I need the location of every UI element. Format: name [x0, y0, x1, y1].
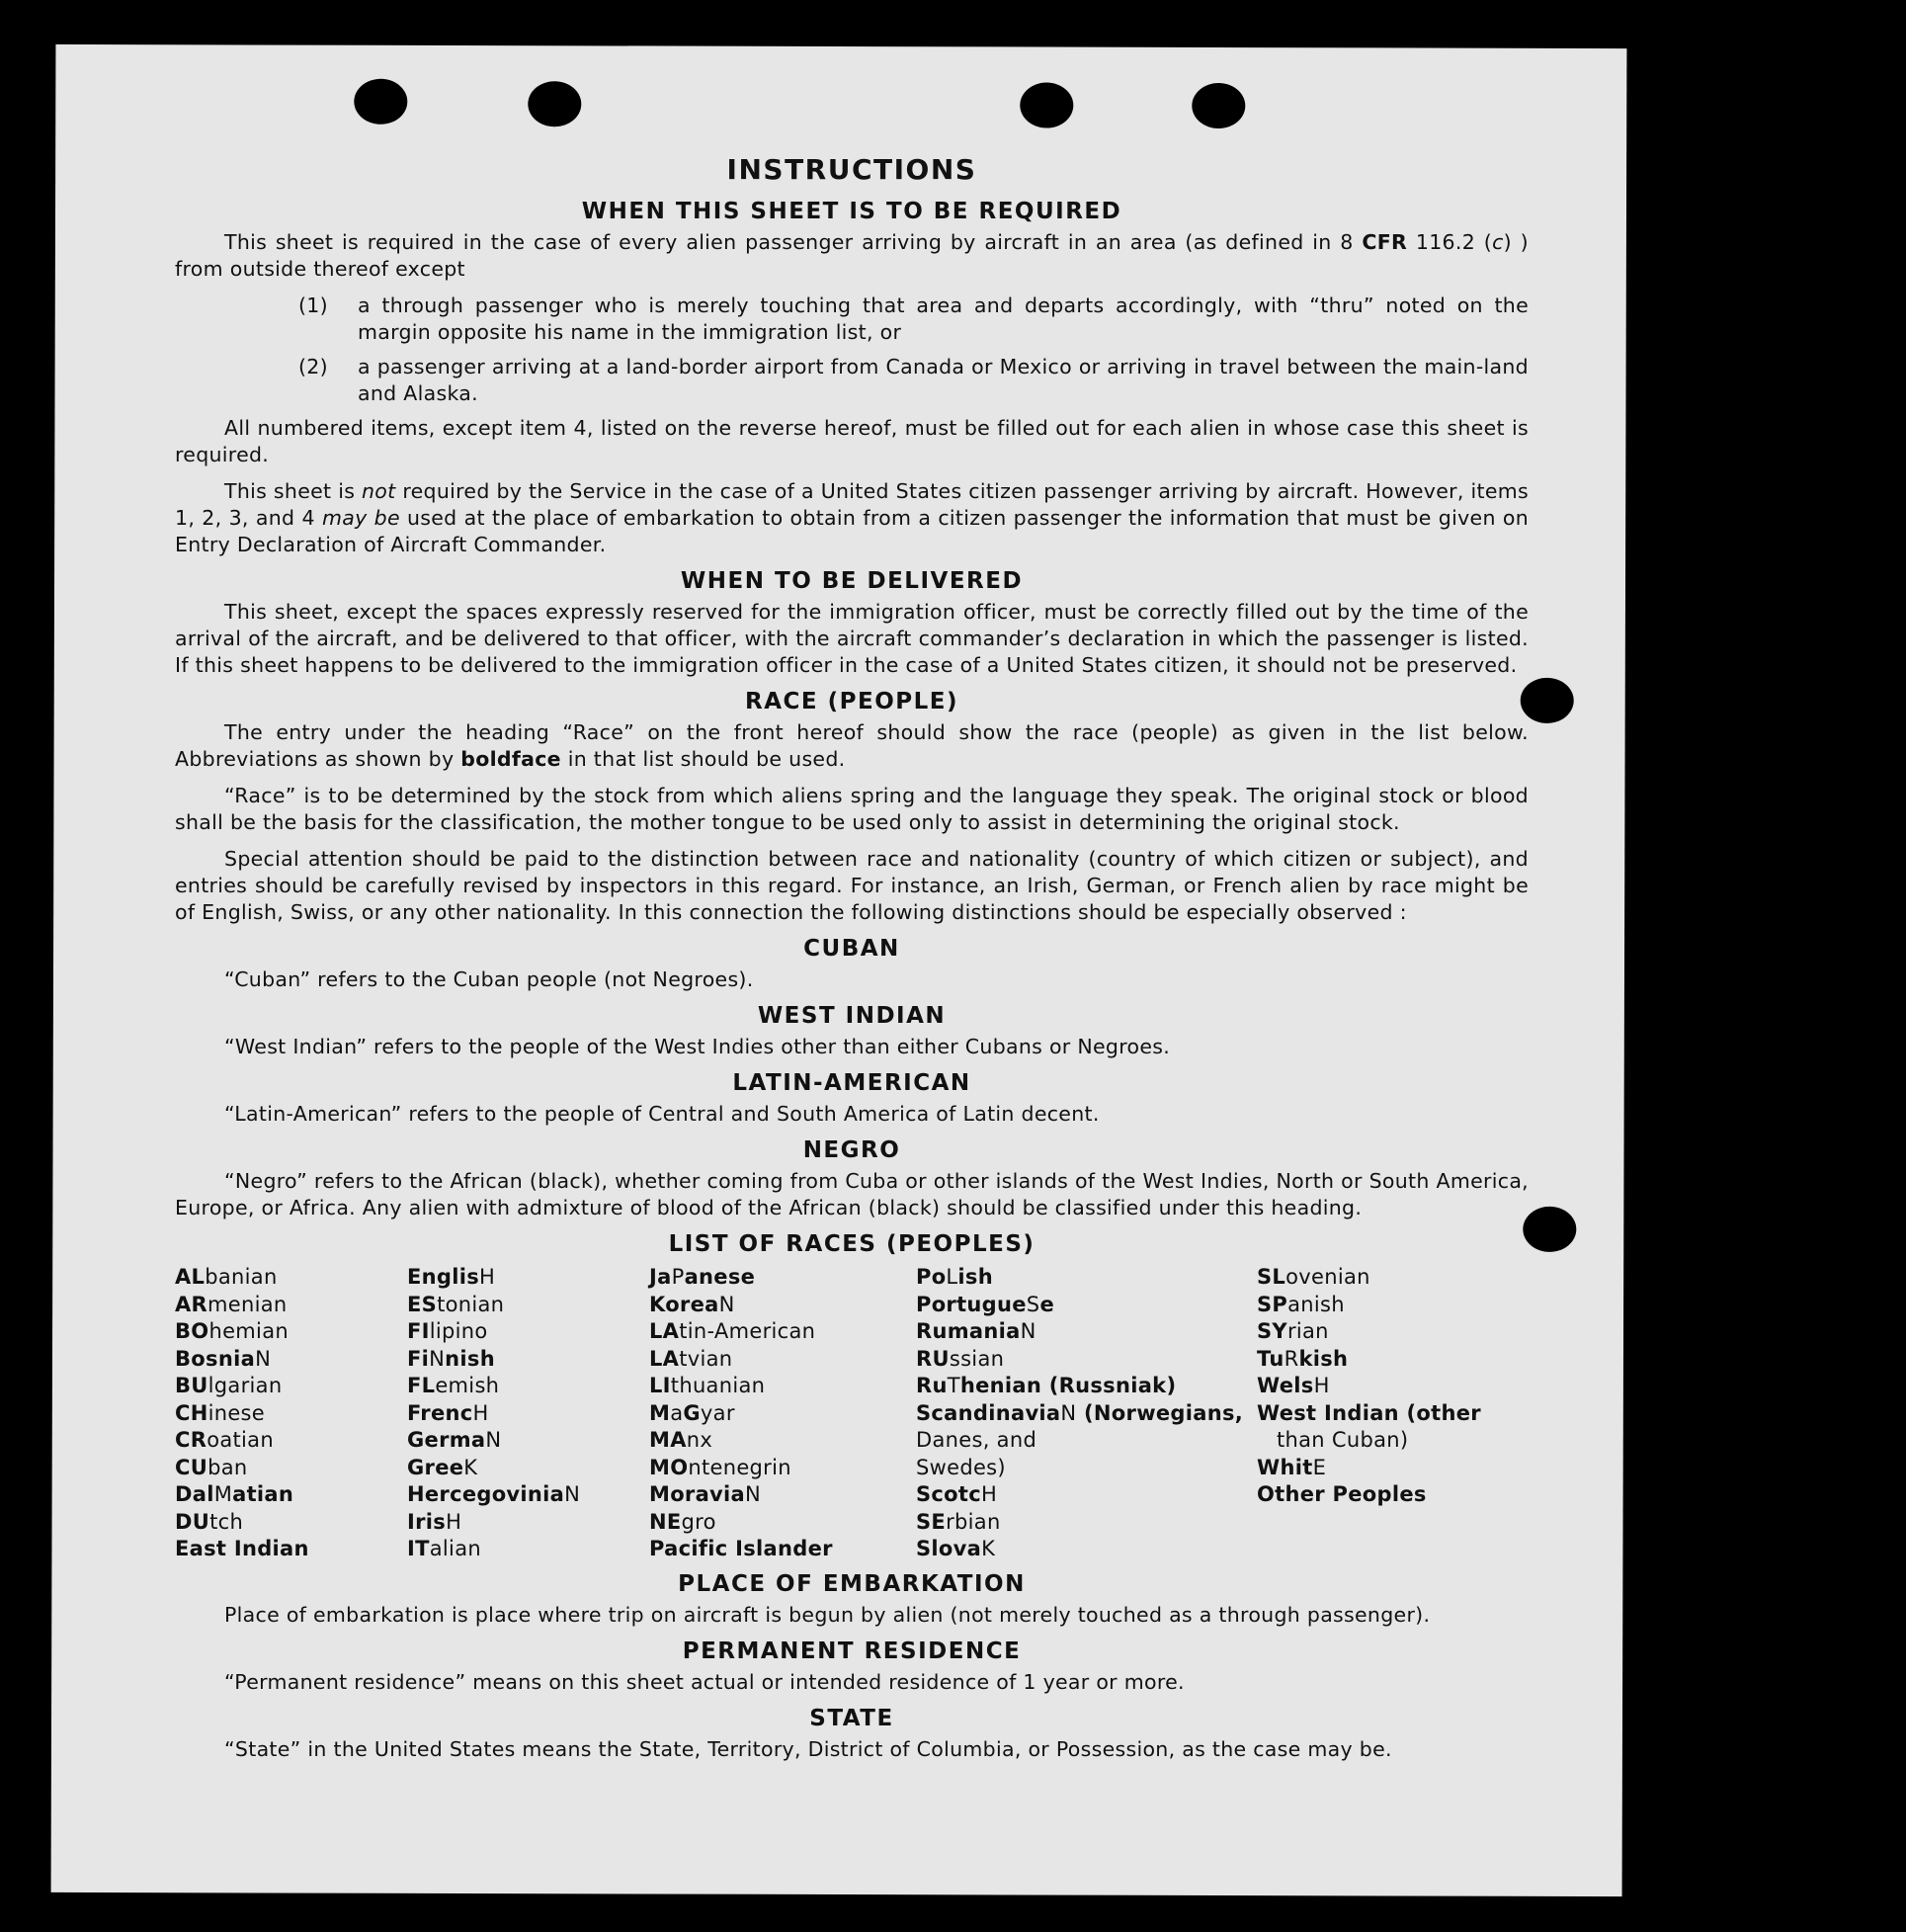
race-entry: DalMatian: [175, 1482, 294, 1506]
race-entry: SYrian: [1257, 1319, 1329, 1343]
race-entry: HercegoviniaN: [407, 1482, 581, 1506]
race-entry: RuThenian (Russniak): [916, 1374, 1177, 1397]
section-heading-cuban: CUBAN: [803, 936, 900, 962]
race-paragraph-3: Special attention should be paid to the distinction between race and nationality (country of which citizen or subject), and entries should be carefully revised by inspectors in this regard. For instance, an Irish, German, or French alien by race might be of English, Swiss, or any other nationality. In this connection the following distinctions should be especially observed :: [175, 847, 1529, 924]
race-entry: ALbanian: [175, 1265, 278, 1289]
state-text: “State” in the United States means the State, Territory, District of Columbia, or Possession, as the case may be.: [224, 1736, 1392, 1761]
section-heading-latin-american: LATIN-AMERICAN: [732, 1070, 971, 1096]
numbered-items-paragraph: All numbered items, except item 4, listed on the reverse hereof, must be filled out for each alien in whose case this sheet is required.: [175, 416, 1529, 466]
race-column-3: [649, 1264, 916, 1563]
latin-american-text: “Latin-American” refers to the people of Central and South America of Latin decent.: [224, 1102, 1100, 1126]
race-entry: WelsH: [1257, 1374, 1330, 1397]
race-entry: SPanish: [1257, 1292, 1345, 1316]
negro-text: “Negro” refers to the African (black), whether coming from Cuba or other islands of the West Indies, North or South America, Europe, or Africa. Any alien with admixture of blood of the African (black) should be classified under this heading.: [175, 1169, 1529, 1219]
section-heading-race: RACE (PEOPLE): [745, 689, 958, 714]
race-entry: JaPanese: [649, 1265, 756, 1289]
race-entry: LIthuanian: [649, 1374, 766, 1397]
cuban-text: “Cuban” refers to the Cuban people (not Negroes).: [224, 967, 754, 991]
race-entry: East Indian: [175, 1537, 309, 1560]
race-column-5: [1257, 1264, 1514, 1563]
section-heading-state: STATE: [809, 1705, 894, 1731]
race-entry: SlovaK: [916, 1537, 996, 1560]
race-entry: than Cuban): [1277, 1428, 1409, 1452]
race-entry: PoLish: [916, 1265, 993, 1289]
race-entry: MaGyar: [649, 1400, 735, 1425]
race-entry: SErbian: [916, 1509, 1001, 1534]
race-entry: FIlipino: [407, 1319, 488, 1343]
exception-item-2: (2) a passenger arriving at a land-border airport from Canada or Mexico or arriving in travel between the main-land and Alaska.: [298, 355, 1529, 405]
race-entry: DUtch: [175, 1509, 244, 1534]
race-entry: LAtvian: [649, 1346, 733, 1371]
section-heading-west-indian: WEST INDIAN: [757, 1003, 947, 1029]
west-indian-text: “West Indian” refers to the people of the West Indies other than either Cubans or Negroes.: [224, 1035, 1171, 1058]
race-entry: BosniaN: [175, 1346, 272, 1371]
race-entry: LAtin-American: [649, 1319, 816, 1343]
race-entry: CRoatian: [175, 1428, 274, 1452]
race-entry: GreeK: [407, 1455, 478, 1479]
race-entry: BOhemian: [175, 1319, 289, 1343]
race-entry: GermaN: [407, 1428, 502, 1452]
race-entry: ITalian: [407, 1537, 481, 1560]
race-entry: CUban: [175, 1455, 248, 1479]
race-entry: MOntenegrin: [649, 1455, 791, 1479]
section-heading-negro: NEGRO: [802, 1137, 901, 1163]
race-entry: West Indian (other: [1257, 1400, 1481, 1425]
required-intro: This sheet is required in the case of every alien passenger arriving by aircraft in an area (as defined in 8 CFR 116.2 (c) ) from outside thereof except: [175, 230, 1529, 281]
race-entry: CHinese: [175, 1400, 266, 1425]
race-entry: FrencH: [407, 1400, 489, 1425]
race-entry: RumaniaN: [916, 1319, 1036, 1343]
race-entry: EnglisH: [407, 1265, 496, 1289]
race-entry: Swedes): [916, 1455, 1006, 1479]
race-entry: ARmenian: [175, 1292, 288, 1316]
race-entry: KoreaN: [649, 1292, 735, 1316]
race-entry: MAnx: [649, 1428, 713, 1452]
race-entry: Danes, and: [916, 1428, 1037, 1452]
embarkation-text: Place of embarkation is place where trip on aircraft is begun by alien (not merely touched as a through passenger).: [224, 1602, 1431, 1627]
page-title: INSTRUCTIONS: [726, 153, 977, 186]
race-entry: MoraviaN: [649, 1482, 762, 1506]
race-entry: Pacific Islander: [649, 1537, 833, 1560]
punch-hole: [1020, 82, 1073, 127]
race-entry: RUssian: [916, 1346, 1005, 1371]
race-column-2: [407, 1264, 649, 1563]
race-column-4: [916, 1264, 1257, 1563]
race-column-1: [175, 1264, 407, 1563]
residence-text: “Permanent residence” means on this sheet actual or intended residence of 1 year or more.: [224, 1669, 1185, 1694]
punch-hole: [528, 81, 581, 126]
race-entry: SLovenian: [1257, 1265, 1370, 1289]
section-heading-required: WHEN THIS SHEET IS TO BE REQUIRED: [581, 199, 1122, 224]
race-entry: NEgro: [649, 1509, 716, 1534]
race-paragraph-1: The entry under the heading “Race” on the front hereof should show the race (people) as given in the list below. Abbreviations as shown by boldface in that list should be used.: [175, 720, 1529, 771]
section-heading-list-of-races: LIST OF RACES (PEOPLES): [668, 1231, 1036, 1257]
race-entry: EStonian: [407, 1292, 505, 1316]
citizen-paragraph: This sheet is not required by the Service in the case of a United States citizen passenger arriving by aircraft. However, items 1, 2, 3, and 4 may be used at the place of embarkation to obtain from a citizen passenger the information that must be given on Entry Declaration of Aircraft Commander.: [175, 479, 1530, 556]
punch-hole: [1523, 1207, 1576, 1252]
race-entry: Other Peoples: [1257, 1482, 1427, 1506]
section-heading-embarkation: PLACE OF EMBARKATION: [678, 1570, 1026, 1597]
section-heading-delivered: WHEN TO BE DELIVERED: [680, 568, 1024, 594]
race-entry: PortugueSe: [916, 1292, 1054, 1316]
punch-hole: [354, 79, 407, 125]
instructions-body: [175, 153, 1530, 1773]
race-entry: ScotcH: [916, 1482, 998, 1506]
exception-item-1: (1) a through passenger who is merely touching that area and departs accordingly, with “thru” noted on the margin opposite his name in the immigration list, or: [298, 294, 1529, 344]
race-entry: IrisH: [407, 1509, 462, 1534]
punch-hole: [1192, 83, 1245, 128]
race-entry: WhitE: [1257, 1455, 1327, 1479]
race-entry: FiNnish: [407, 1346, 495, 1371]
race-entry: BUlgarian: [175, 1374, 283, 1397]
section-heading-residence: PERMANENT RESIDENCE: [682, 1638, 1022, 1664]
race-paragraph-2: “Race” is to be determined by the stock from which aliens spring and the language they speak. The original stock or blood shall be the basis for the classification, the mother tongue to be used only to assist in determining the original stock.: [175, 784, 1529, 834]
race-entry: FLemish: [407, 1374, 500, 1397]
delivered-text: This sheet, except the spaces expressly reserved for the immigration officer, must be correctly filled out by the time of the arrival of the aircraft, and be delivered to that officer, with the aircraft commander’s declaration in which the passenger is listed. If this sheet happens to be delivered to the immigration officer in the case of a United States citizen, it should not be preserved.: [175, 600, 1529, 677]
race-list: [175, 1264, 1529, 1563]
race-entry: TuRkish: [1257, 1346, 1349, 1371]
race-entry: ScandinaviaN (Norwegians,: [916, 1400, 1244, 1425]
